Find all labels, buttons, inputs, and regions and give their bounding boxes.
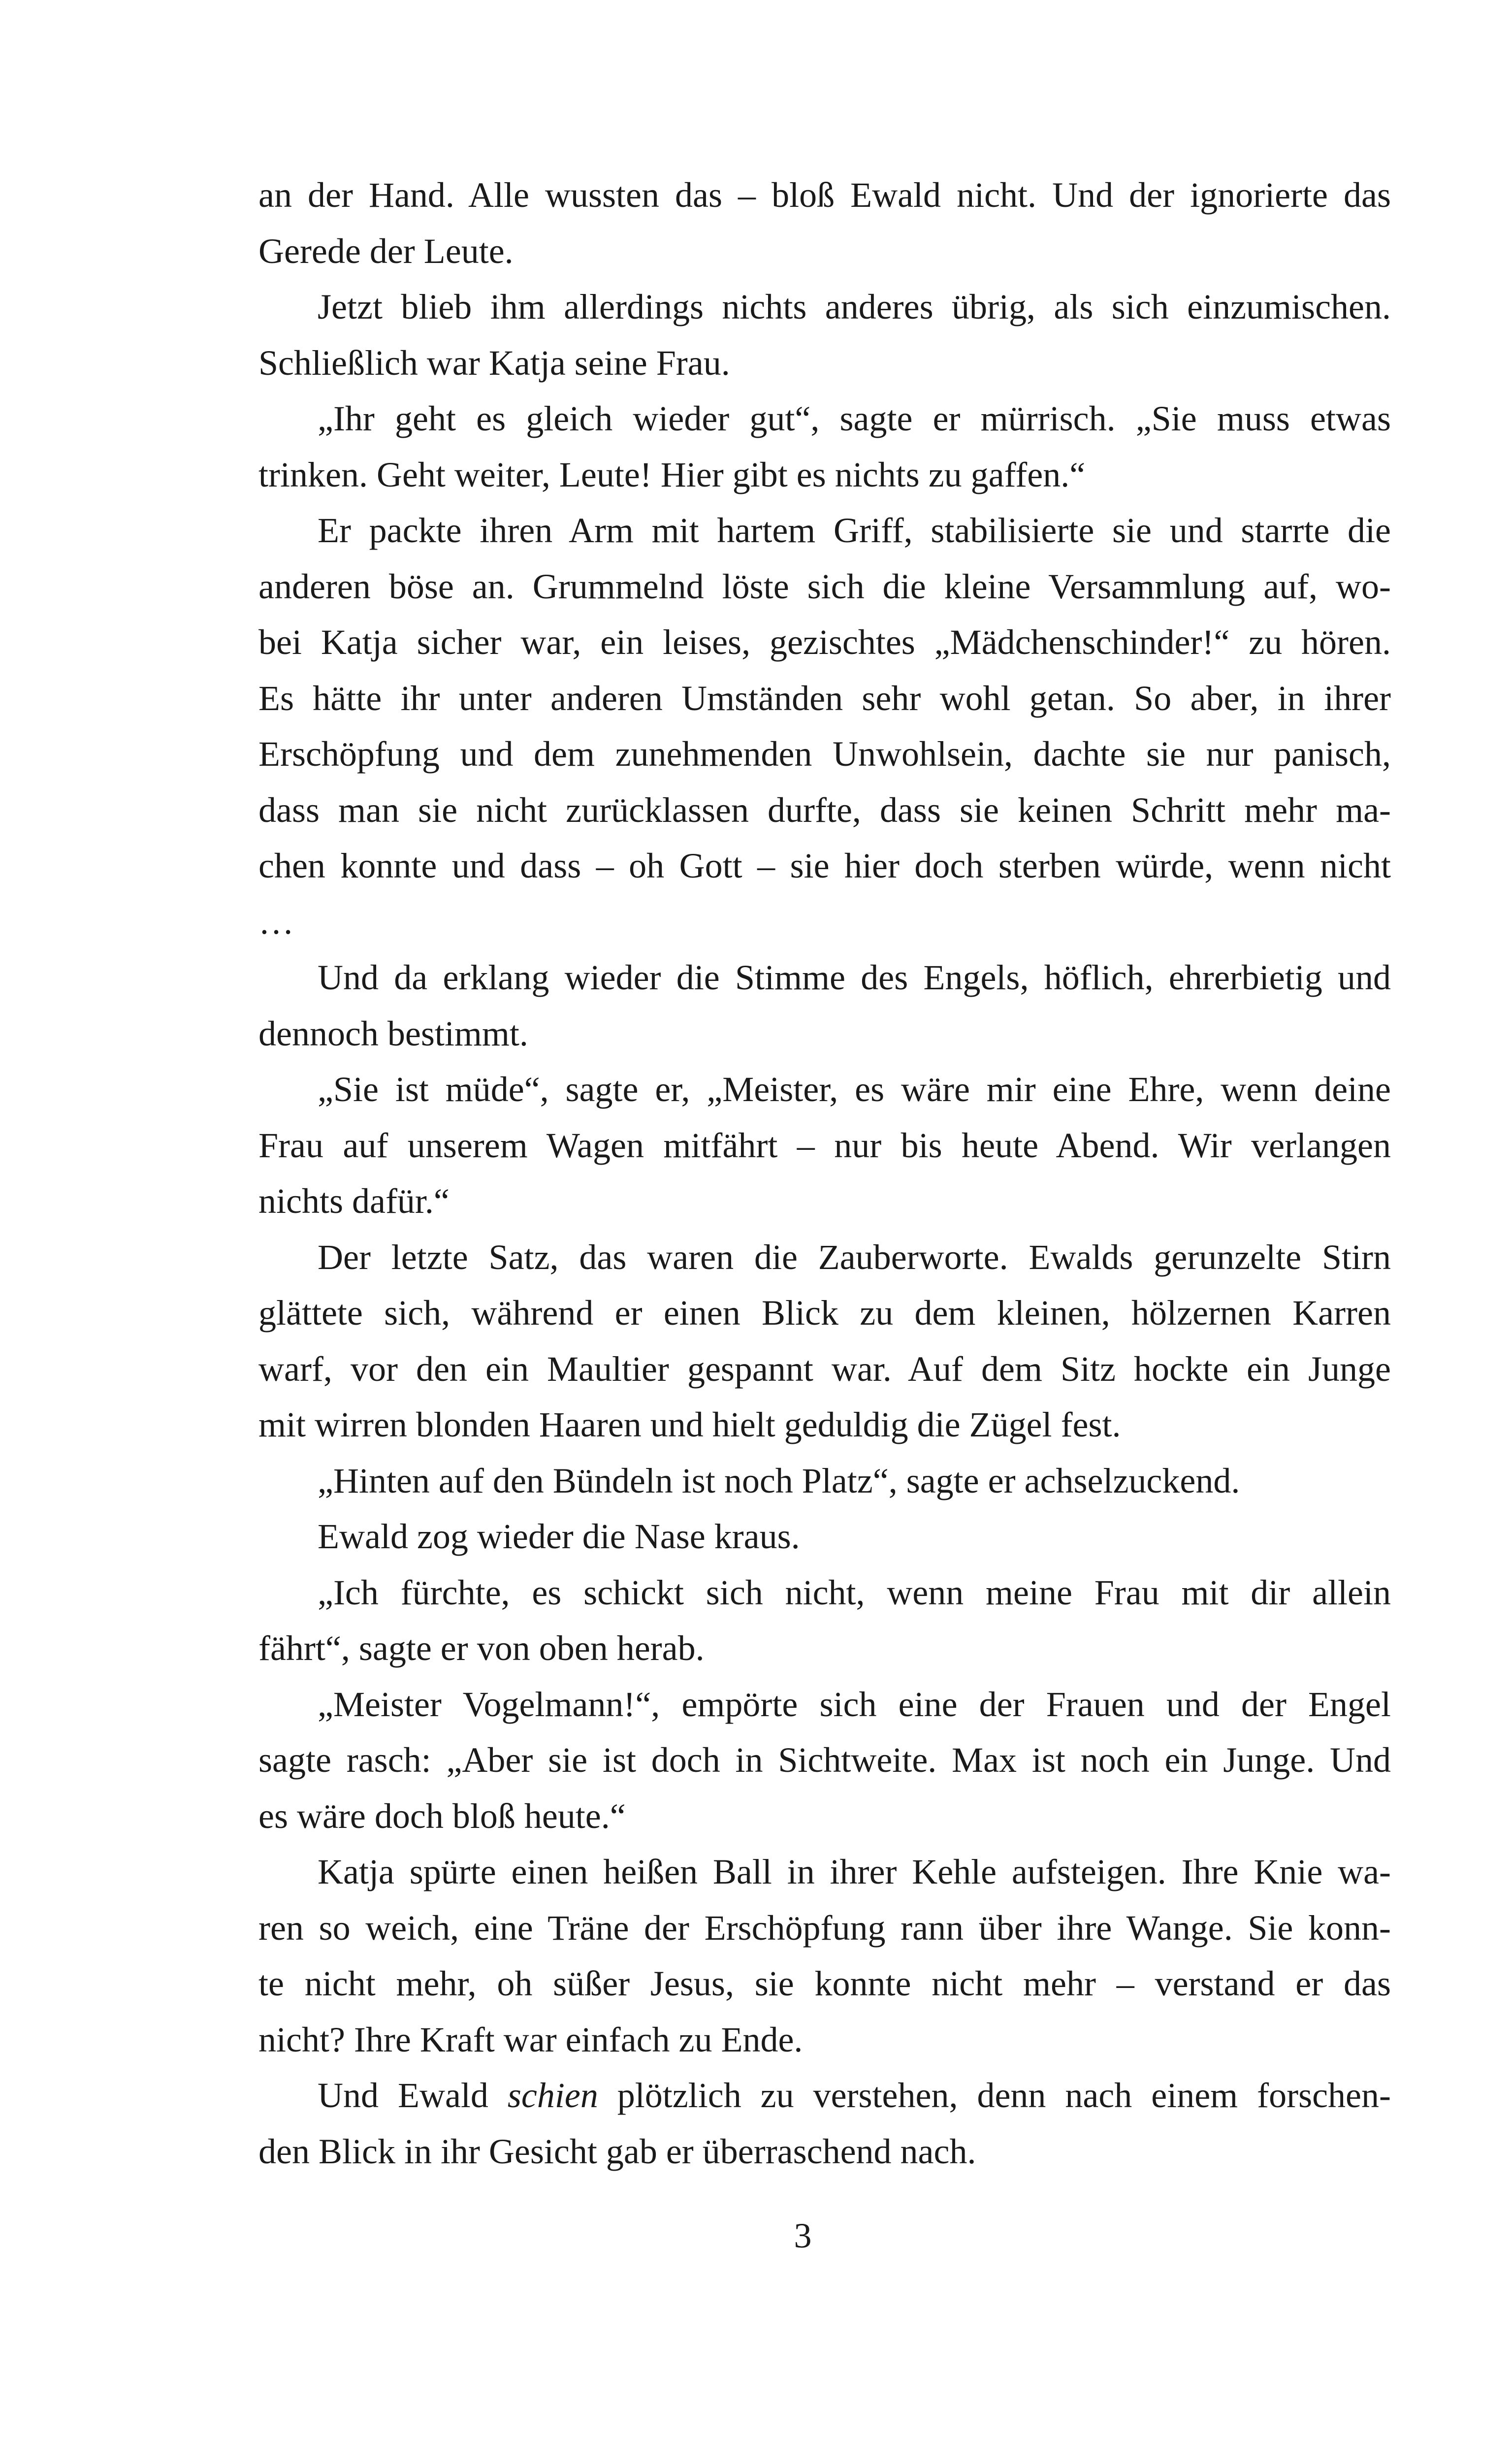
text-line: „Hinten auf den Bündeln ist noch Platz“, sagte er achselzuckend.: [318, 1461, 1240, 1500]
text-line: anderen böse an. Grummelnd löste sich die kleine Versammlung auf, wo-: [258, 566, 1391, 606]
text-line: den Blick in ihr Gesicht gab er überraschend nach.: [258, 2131, 976, 2171]
text-line: „Ihr geht es gleich wieder gut“, sagte er mürrisch. „Sie muss etwas: [318, 399, 1391, 438]
text-line: Erschöpfung und dem zunehmenden Unwohlsein, dachte sie nur panisch,: [258, 734, 1391, 774]
text-line: bei Katja sicher war, ein leises, gezischtes „Mädchenschinder!“ zu hören.: [258, 622, 1391, 662]
body-text: [258, 167, 1391, 2180]
text-line: Der letzte Satz, das waren die Zauberworte. Ewalds gerunzelte Stirn: [318, 1237, 1391, 1277]
text-line: „Sie ist müde“, sagte er, „Meister, es wäre mir eine Ehre, wenn deine: [318, 1070, 1391, 1109]
text-line: Frau auf unserem Wagen mitfährt – nur bis heute Abend. Wir verlangen: [258, 1125, 1391, 1165]
page-number: 3: [794, 2216, 812, 2255]
text-line: ren so weich, eine Träne der Erschöpfung rann über ihre Wange. Sie konn-: [258, 1908, 1391, 1948]
text-line: te nicht mehr, oh süßer Jesus, sie konnte nicht mehr – verstand er das: [258, 1964, 1391, 2003]
text-line: Er packte ihren Arm mit hartem Griff, stabilisierte sie und starrte die: [318, 511, 1391, 550]
text-line: Katja spürte einen heißen Ball in ihrer Kehle aufsteigen. Ihre Knie wa-: [318, 1852, 1391, 1891]
text-line: chen konnte und dass – oh Gott – sie hier doch sterben würde, wenn nicht: [258, 846, 1391, 885]
text-line: warf, vor den ein Maultier gespannt war. Auf dem Sitz hockte ein Junge: [258, 1349, 1391, 1389]
text-line: sagte rasch: „Aber sie ist doch in Sichtweite. Max ist noch ein Junge. Und: [258, 1740, 1391, 1780]
text-line: „Meister Vogelmann!“, empörte sich eine der Frauen und der Engel: [318, 1684, 1391, 1724]
text-line: Und da erklang wieder die Stimme des Engels, höflich, ehrerbietig und: [318, 958, 1391, 997]
text-line: an der Hand. Alle wussten das – bloß Ewald nicht. Und der ignorierte das: [258, 175, 1391, 215]
text-line: Es hätte ihr unter anderen Umständen sehr wohl getan. So aber, in ihrer: [258, 678, 1391, 718]
text-line: nichts dafür.“: [258, 1181, 450, 1221]
text-line-italic: [258, 2068, 1391, 2124]
text-line: Ewald zog wieder die Nase kraus.: [318, 1517, 800, 1556]
text-span: plötzlich zu verstehen, denn nach einem forschen-: [598, 2076, 1391, 2115]
text-line: glättete sich, während er einen Blick zu dem kleinen, hölzernen Karren: [258, 1293, 1391, 1333]
text-line: fährt“, sagte er von oben herab.: [258, 1629, 705, 1668]
text-line: trinken. Geht weiter, Leute! Hier gibt es nichts zu gaffen.“: [258, 455, 1086, 494]
emphasized-word: schien: [507, 2076, 598, 2115]
text-line: „Ich fürchte, es schickt sich nicht, wenn meine Frau mit dir allein: [318, 1572, 1391, 1612]
text-line: Gerede der Leute.: [258, 231, 514, 271]
text-line: es wäre doch bloß heute.“: [258, 1796, 626, 1836]
text-line: mit wirren blonden Haaren und hielt geduldig die Zügel fest.: [258, 1405, 1121, 1444]
text-span: Und Ewald: [318, 2076, 508, 2115]
text-line: dennoch bestimmt.: [258, 1013, 528, 1053]
text-line: …: [258, 902, 294, 942]
text-line: Schließlich war Katja seine Frau.: [258, 343, 730, 383]
text-line: Jetzt blieb ihm allerdings nichts anderes übrig, als sich einzumischen.: [318, 287, 1391, 326]
text-line: dass man sie nicht zurücklassen durfte, dass sie keinen Schritt mehr ma-: [258, 790, 1391, 830]
text-line: nicht? Ihre Kraft war einfach zu Ende.: [258, 2020, 803, 2059]
